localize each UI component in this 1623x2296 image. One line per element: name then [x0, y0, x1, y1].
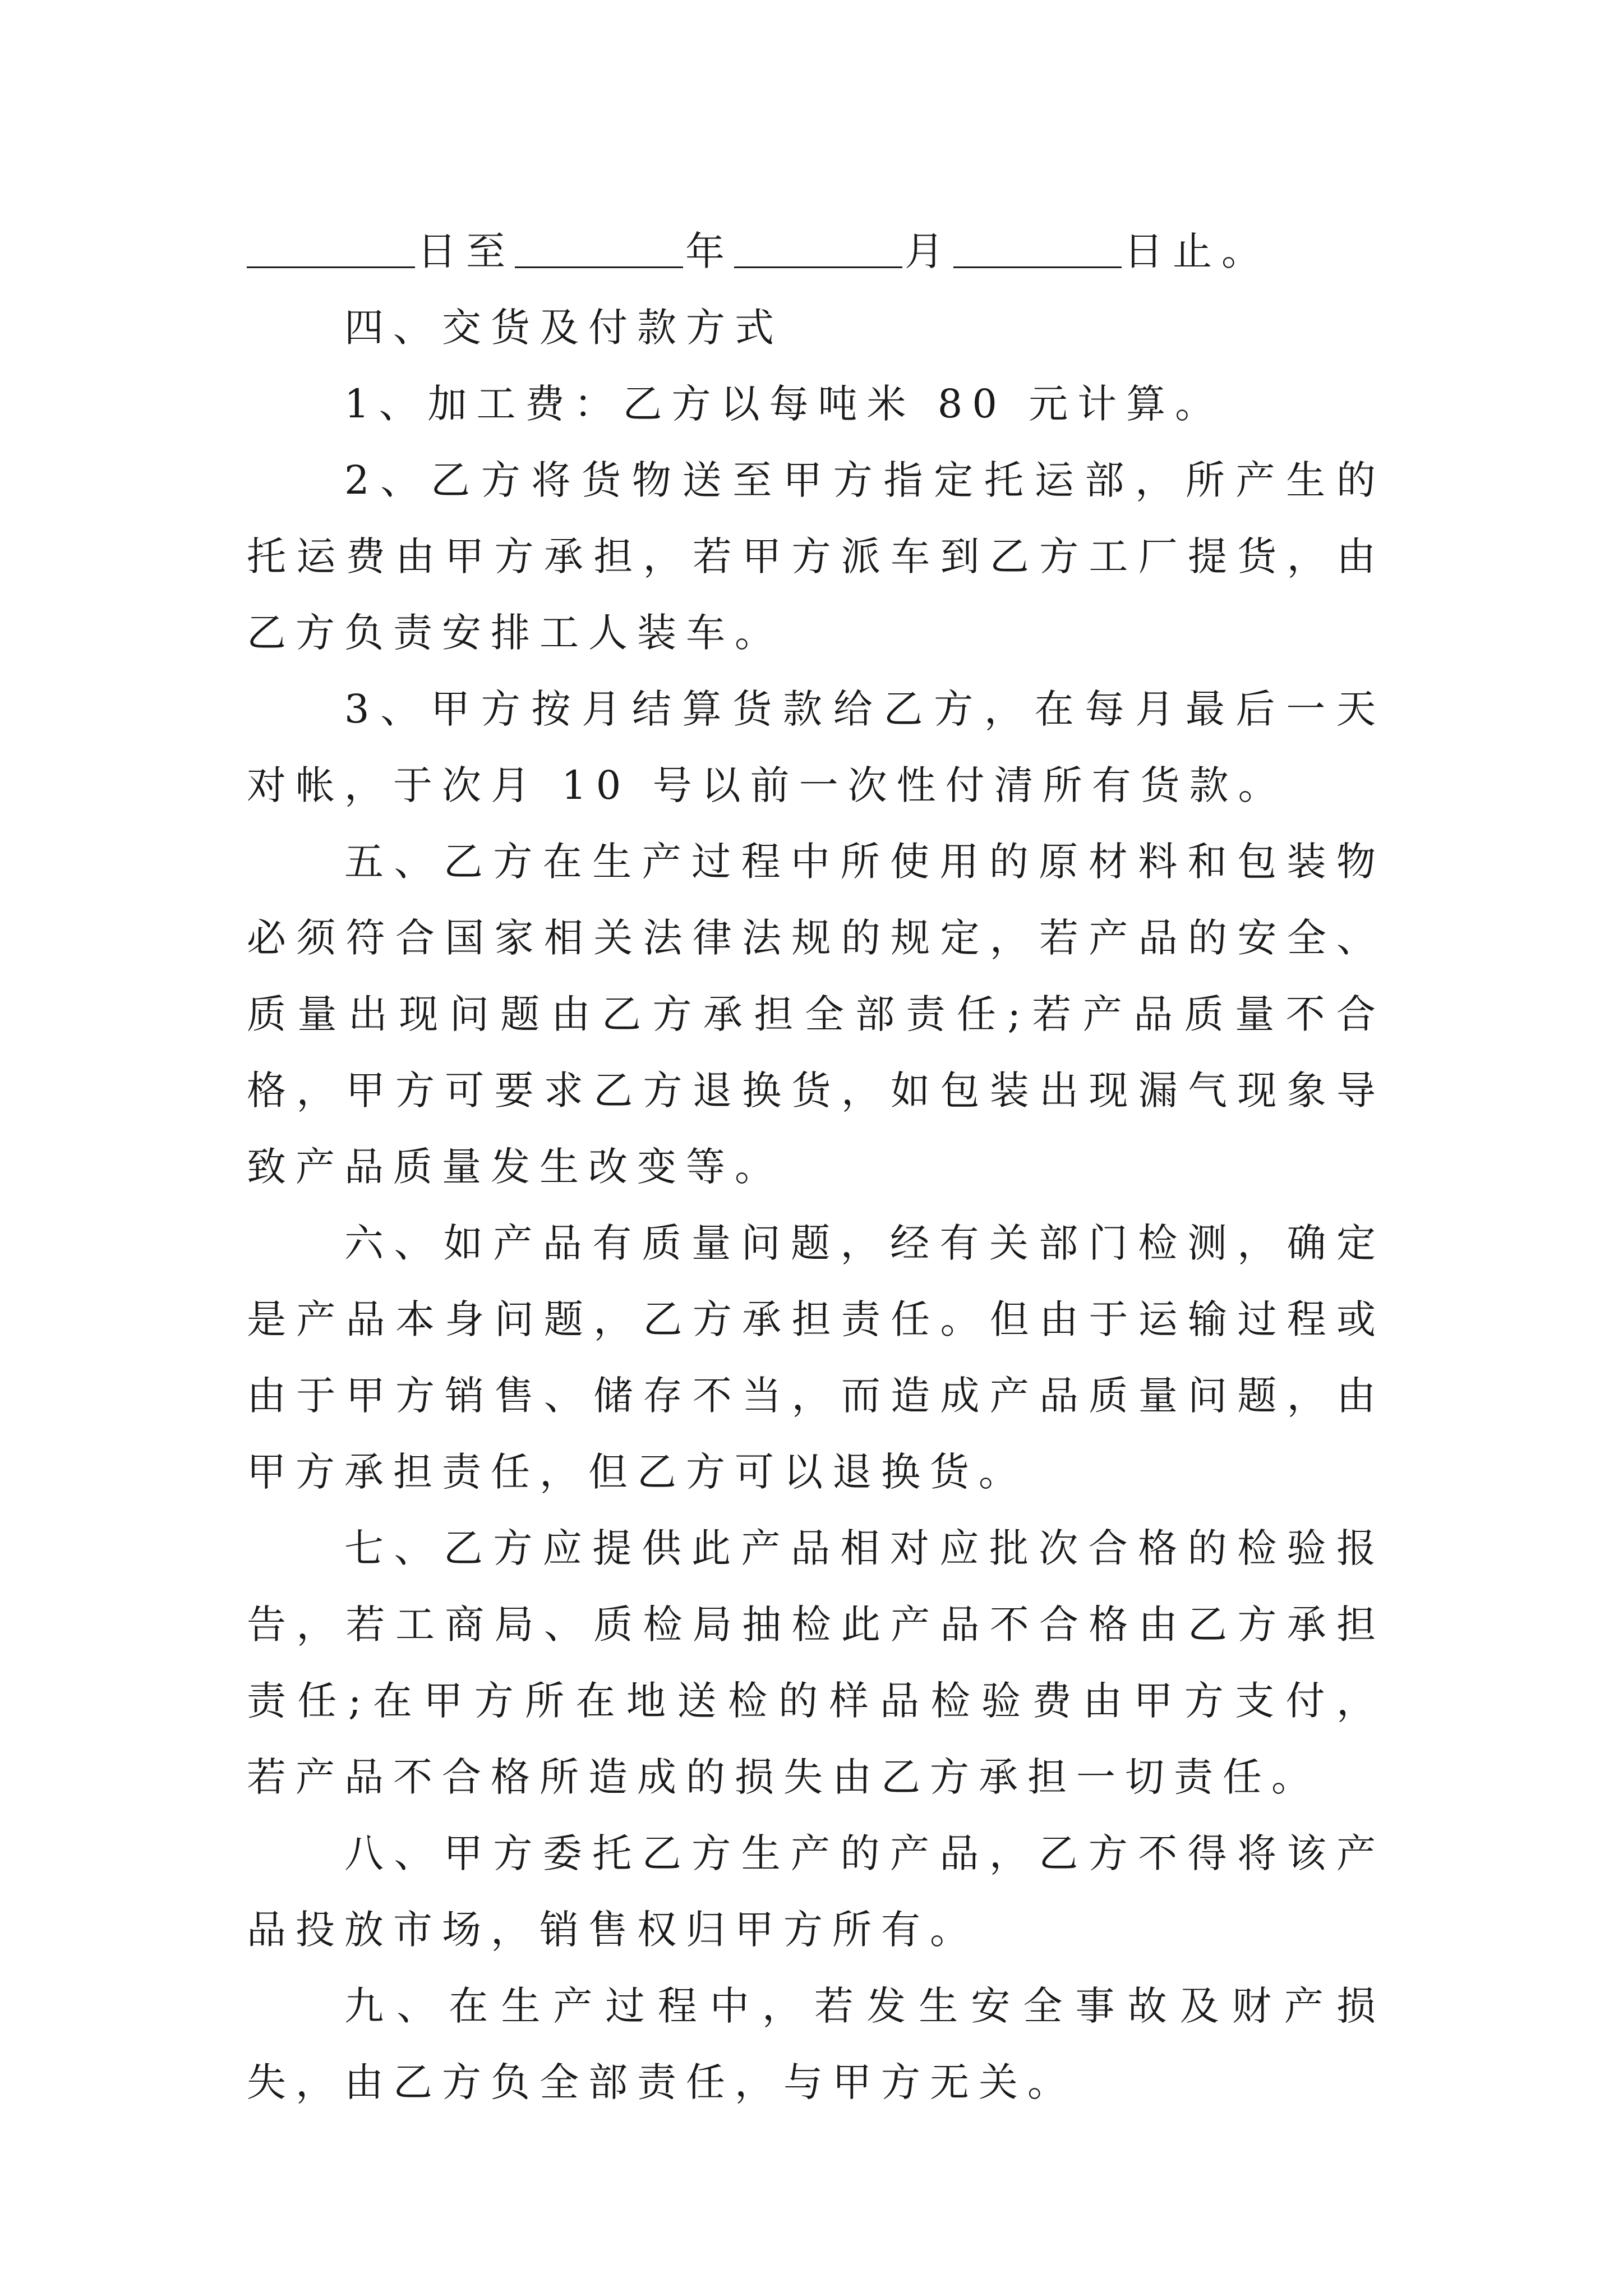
document-page — [247, 213, 1385, 2120]
blank-year-end — [515, 224, 683, 268]
date-range-line — [247, 213, 1385, 289]
section-heading-delivery-payment: 四、交货及付款方式 — [344, 305, 783, 351]
date-month-label: 月 — [905, 228, 953, 274]
clause-shipping: 2、乙方将货物送至甲方指定托运部，所产生的托运费由甲方承担，若甲方派车到乙方工厂提货，由乙方负责安排工人装车。 — [247, 457, 1385, 656]
date-day-end-label: 日止。 — [1124, 228, 1270, 274]
blank-day-end — [953, 224, 1122, 268]
clause-settlement: 3、甲方按月结算货款给乙方，在每月最后一天对帐，于次月 10 号以前一次性付清所有货款。 — [247, 686, 1385, 808]
section-safety-liability: 九、在生产过程中，若发生安全事故及财产损失，由乙方负全部责任，与甲方无关。 — [247, 1983, 1385, 2105]
section-quality-issues: 六、如产品有质量问题，经有关部门检测，确定是产品本身问题，乙方承担责任。但由于运输过程或由于甲方销售、储存不当，而造成产品质量问题，由甲方承担责任，但乙方可以退换货。 — [247, 1220, 1385, 1495]
clause-processing-fee: 1、加工费：乙方以每吨米 80 元计算。 — [344, 381, 1224, 427]
section-sales-rights: 八、甲方委托乙方生产的产品，乙方不得将该产品投放市场，销售权归甲方所有。 — [247, 1830, 1385, 1953]
blank-day-start — [247, 224, 415, 268]
date-year-label: 年 — [685, 228, 734, 274]
blank-month-end — [734, 224, 902, 268]
section-materials-quality: 五、乙方在生产过程中所使用的原材料和包装物必须符合国家相关法律法规的规定，若产品的安全、质量出现问题由乙方承担全部责任;若产品质量不合格，甲方可要求乙方退换货，如包装出现漏气现象导致产品质量发生改变等。 — [247, 839, 1385, 1190]
date-day-from-label: 日至 — [417, 228, 515, 274]
section-inspection-report: 七、乙方应提供此产品相对应批次合格的检验报告，若工商局、质检局抽检此产品不合格由乙方承担责任;在甲方所在地送检的样品检验费由甲方支付，若产品不合格所造成的损失由乙方承担一切责任。 — [247, 1525, 1385, 1800]
